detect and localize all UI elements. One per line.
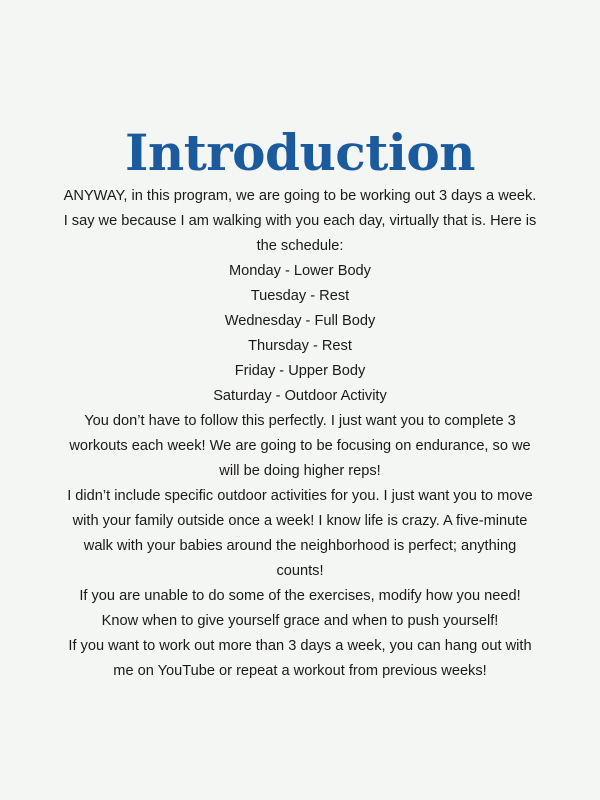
page-title: Introduction bbox=[124, 123, 476, 182]
intro-body bbox=[60, 184, 540, 684]
extra-workouts-paragraph: If you want to work out more than 3 days a week, you can hang out with me on YouTube or repeat a workout from previous weeks! bbox=[68, 638, 532, 679]
schedule-wednesday: Wednesday - Full Body bbox=[224, 313, 376, 329]
outdoor-paragraph: I didn’t include specific outdoor activities for you. I just want you to move with your family outside once a week! I know life is crazy. A five-minute walk with your babies around the neighborhood is perfect; anything counts! bbox=[67, 488, 533, 579]
intro-paragraph: ANYWAY, in this program, we are going to be working out 3 days a week. I say we because I am walking with you each day, virtually that is. Here is the schedule: bbox=[63, 188, 537, 254]
modify-paragraph: If you are unable to do some of the exercises, modify how you need! Know when to give yourself grace and when to push yourself! bbox=[79, 588, 521, 629]
schedule-thursday: Thursday - Rest bbox=[248, 338, 352, 354]
schedule-monday: Monday - Lower Body bbox=[229, 263, 371, 279]
flexibility-paragraph: You don’t have to follow this perfectly. I just want you to complete 3 workouts each week! We are going to be focusing on endurance, so we will be doing higher reps! bbox=[69, 413, 531, 479]
schedule-saturday: Saturday - Outdoor Activity bbox=[213, 388, 387, 404]
schedule-tuesday: Tuesday - Rest bbox=[250, 288, 350, 304]
schedule-friday: Friday - Upper Body bbox=[234, 363, 366, 379]
